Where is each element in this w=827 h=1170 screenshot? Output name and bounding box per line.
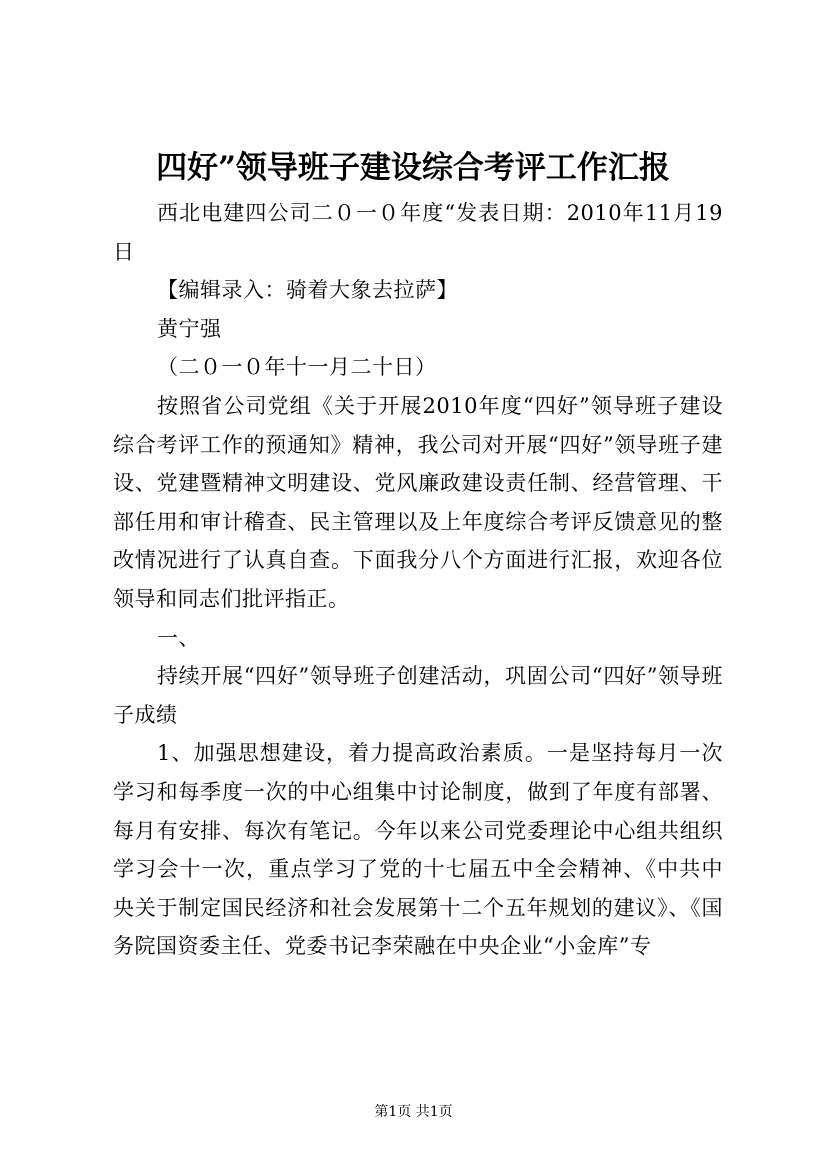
section-number: 一、 [157,625,200,650]
document-title: 四好”领导班子建设综合考评工作汇报 [156,150,670,186]
paragraph-intro: 按照省公司党组《关于开展2010年度“四好”领导班子建设综合考评工作的预通知》精神，我公司对开展“四好”领导班子建设、党建暨精神文明建设、党风廉政建设责任制、经营管理、干部任用和审计稽查、民主管理以及上年度综合考评反馈意见的整改情况进行了认真自查。下面我分八个方面进行汇报，欢迎各位领导和同志们批评指正。 [113,393,723,611]
paragraph-editor: 【编辑录入：骑着大象去拉萨】 [157,278,458,303]
section-heading: 持续开展“四好”领导班子创建活动，巩固公司“四好”领导班子成绩 [113,664,723,727]
document-body [113,194,723,966]
paragraph-publish-info: 西北电建四公司二０一０年度“发表日期：2010年11月19日 [113,201,723,264]
paragraph-author: 黄宁强 [157,316,222,341]
paragraph-point-1: 1、加强思想建设，着力提高政治素质。一是坚持每月一次学习和每季度一次的中心组集中讨论制度，做到了年度有部署、每月有安排、每次有笔记。今年以来公司党委理论中心组共组织学习会十一次，重点学习了党的十七届五中全会精神、《中共中央关于制定国民经济和社会发展第十二个五年规划的建议》、《国务院国资委主任、党委书记李荣融在中央企业“小金库”专 [113,741,723,959]
paragraph-date: （二０一０年十一月二十日） [157,355,437,380]
page-footer: 第1页 共1页 [374,1104,453,1120]
